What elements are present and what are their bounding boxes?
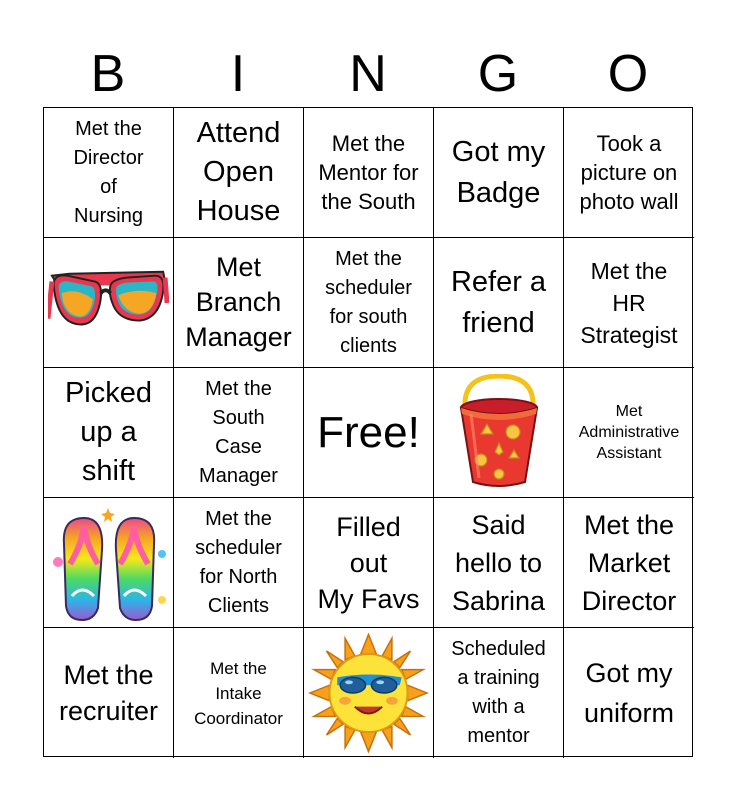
sun-with-sunglasses-icon — [308, 631, 429, 755]
bingo-cell[interactable] — [304, 628, 434, 758]
bingo-cell[interactable] — [44, 108, 174, 238]
cell-text: Took a picture on photo wall — [579, 131, 679, 214]
bingo-cell[interactable] — [44, 238, 174, 368]
free-space-text: Free! — [317, 407, 420, 457]
cell-text: Met the South Case Manager — [199, 377, 278, 487]
cell-text: Met the scheduler for North Clients — [195, 507, 282, 617]
header-letter-g: G — [477, 45, 519, 103]
bingo-cell[interactable] — [564, 368, 694, 498]
bingo-cell[interactable] — [304, 498, 434, 628]
header-letter-b: B — [90, 45, 126, 103]
free-space[interactable] — [304, 368, 434, 498]
cell-text: Refer a friend — [450, 265, 547, 339]
cell-text: Met the scheduler for south clients — [325, 247, 412, 357]
cell-text: Met the Director of Nursing — [73, 117, 144, 227]
bingo-cell[interactable] — [434, 498, 564, 628]
cell-text: Attend Open House — [196, 117, 281, 227]
header-letter-n: N — [349, 45, 387, 103]
bingo-cell[interactable] — [564, 108, 694, 238]
cell-text: Said hello to Sabrina — [451, 509, 546, 616]
cell-text: Got my Badge — [451, 135, 546, 209]
sunglasses-icon — [48, 263, 169, 343]
cell-text: Got my uniform — [583, 658, 675, 728]
bingo-cell[interactable] — [174, 238, 304, 368]
bingo-cell[interactable] — [564, 498, 694, 628]
header-letter-o: O — [607, 45, 649, 103]
cell-text: Met the HR Strategist — [580, 257, 678, 348]
sand-bucket-icon — [451, 374, 547, 492]
cell-text: Met the recruiter — [58, 660, 159, 726]
cell-text: Met the Mentor for the South — [318, 131, 419, 214]
bingo-cell[interactable] — [304, 238, 434, 368]
cell-text: Met Administrative Assistant — [578, 403, 680, 462]
bingo-cell[interactable] — [174, 108, 304, 238]
cell-text: Met the Market Director — [581, 509, 677, 616]
bingo-cell[interactable] — [564, 628, 694, 758]
header-letter-i: I — [230, 45, 246, 103]
bingo-cell[interactable] — [564, 238, 694, 368]
bingo-cell[interactable] — [174, 498, 304, 628]
bingo-cell[interactable] — [44, 368, 174, 498]
bingo-header — [43, 40, 693, 108]
bingo-cell[interactable] — [44, 628, 174, 758]
bingo-card — [43, 107, 693, 757]
cell-text: Filled out My Favs — [317, 511, 420, 614]
bingo-cell[interactable] — [434, 368, 564, 498]
bingo-cell[interactable] — [434, 628, 564, 758]
bingo-cell[interactable] — [434, 108, 564, 238]
cell-text: Picked up a shift — [64, 377, 153, 487]
bingo-cell[interactable] — [434, 238, 564, 368]
bingo-cell[interactable] — [174, 368, 304, 498]
cell-text: Scheduled a training with a mentor — [451, 638, 546, 747]
cell-text: Met Branch Manager — [185, 252, 292, 352]
cell-text: Met the Intake Coordinator — [194, 658, 283, 728]
bingo-cell[interactable] — [304, 108, 434, 238]
bingo-cell[interactable] — [174, 628, 304, 758]
bingo-cell[interactable] — [44, 498, 174, 628]
flip-flops-icon — [50, 504, 168, 622]
